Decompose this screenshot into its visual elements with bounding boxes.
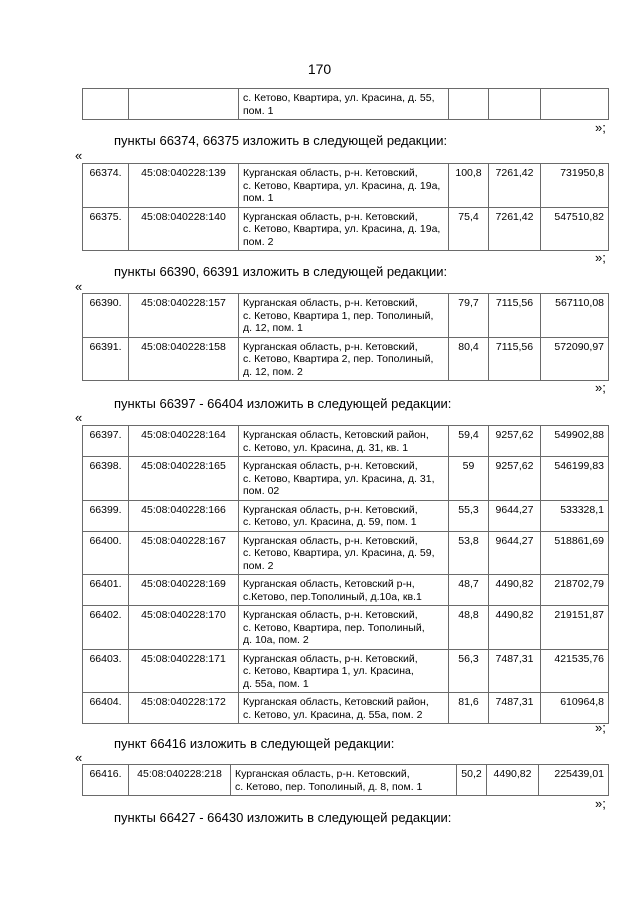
address-cell [239,606,449,650]
address-line: с. Кетово, Квартира 1, ул. Красина, [243,665,414,677]
row-number: 66398. [83,457,129,501]
area-value: 59,4 [449,426,489,457]
closing-quote: »; [595,720,606,735]
cadastral-number [129,89,239,120]
address-line: д. 12, пом. 2 [243,365,303,378]
address-cell [239,89,449,120]
table-row [83,294,609,338]
address-cell [239,649,449,693]
cadastral-number: 45:08:040228:171 [129,649,239,693]
address-cell [239,207,449,251]
area-value: 56,3 [449,649,489,693]
area-value: 48,7 [449,575,489,606]
section-heading: пункты 66397 - 66404 изложить в следующей редакции: [114,396,452,411]
cadastral-value: 218702,79 [541,575,609,606]
registry-table [82,425,609,724]
cadastral-number: 45:08:040228:139 [129,164,239,208]
page-number: 170 [307,61,332,77]
address-line: Курганская область, Кетовский район, [243,429,429,441]
address-line: д. 55а, пом. 1 [243,677,309,690]
row-number: 66401. [83,575,129,606]
table-row [83,337,609,381]
row-number: 66390. [83,294,129,338]
cadastral-number: 45:08:040228:165 [129,457,239,501]
address-cell [239,531,449,575]
area-value: 80,4 [449,337,489,381]
address-line: пом. 2 [243,235,274,248]
area-value: 53,8 [449,531,489,575]
opening-quote: « [75,410,83,425]
section-heading: пункт 66416 изложить в следующей редакции: [114,736,395,751]
table-row [83,207,609,251]
table-row [83,89,609,120]
cadastral-price: 9257,62 [489,426,541,457]
cadastral-price: 7261,42 [489,207,541,251]
address-cell [239,337,449,381]
row-number [83,89,129,120]
address-line: Курганская область, р-н. Кетовский, [243,652,418,665]
address-line: с. Кетово, пер. Тополиный, д. 8, пом. 1 [235,780,423,793]
address-line: Курганская область, р-н. Кетовский, [243,210,418,223]
row-number: 66416. [83,765,129,796]
table-row [83,606,609,650]
address-line: с. Кетово, Квартира 2, пер. Тополиный, [243,353,434,365]
row-number: 66375. [83,207,129,251]
row-number: 66404. [83,693,129,724]
cadastral-value: 549902,88 [541,426,609,457]
cadastral-number: 45:08:040228:164 [129,426,239,457]
cadastral-number: 45:08:040228:167 [129,531,239,575]
cadastral-number: 45:08:040228:157 [129,294,239,338]
opening-quote: « [75,750,83,765]
area-value: 55,3 [449,500,489,531]
cadastral-price: 7261,42 [489,164,541,208]
cadastral-price: 4490,82 [489,575,541,606]
section-heading: пункты 66427 - 66430 изложить в следующей редакции: [114,810,452,825]
address-line: Курганская область, Кетовский район, [243,696,429,708]
cadastral-number: 45:08:040228:169 [129,575,239,606]
cadastral-number: 45:08:040228:172 [129,693,239,724]
closing-quote: »; [595,380,606,395]
address-line: пом. 2 [243,559,274,572]
address-line: пом. 02 [243,485,280,497]
table-row [83,531,609,575]
closing-quote: »; [595,796,606,811]
address-line: Курганская область, р-н. Кетовский, [243,460,418,472]
cadastral-number: 45:08:040228:166 [129,500,239,531]
address-cell [239,693,449,724]
cadastral-value: 731950,8 [541,164,609,208]
table-row [83,500,609,531]
opening-quote: « [75,279,83,294]
table-row [83,457,609,501]
row-number: 66400. [83,531,129,575]
address-line: Курганская область, Кетовский р-н, [243,578,415,590]
section-heading: пункты 66390, 66391 изложить в следующей редакции: [114,264,448,279]
opening-quote: « [75,148,83,163]
address-line: с. Кетово, ул. Красина, д. 31, кв. 1 [243,441,409,454]
area-value [449,89,489,120]
table-row [83,765,609,796]
address-line: Курганская область, р-н. Кетовский, [243,503,418,516]
area-value: 100,8 [449,164,489,208]
cadastral-value: 572090,97 [541,337,609,381]
table-row [83,426,609,457]
section-heading: пункты 66374, 66375 изложить в следующей редакции: [114,133,448,148]
cadastral-value: 421535,76 [541,649,609,693]
cadastral-value: 547510,82 [541,207,609,251]
address-line: Курганская область, р-н. Кетовский, [243,534,418,547]
table-row [83,575,609,606]
address-line: с. Кетово, Квартира, ул. Красина, д. 19а, [243,223,441,235]
area-value: 79,7 [449,294,489,338]
address-line: Курганская область, р-н. Кетовский, [243,340,418,353]
registry-table-continuation [82,88,609,120]
cadastral-value: 546199,83 [541,457,609,501]
area-value: 81,6 [449,693,489,724]
cadastral-value: 567110,08 [541,294,609,338]
closing-quote: »; [595,250,606,265]
cadastral-value [541,89,609,120]
cadastral-price: 9257,62 [489,457,541,501]
address-line: д. 12, пом. 1 [243,322,303,334]
row-number: 66402. [83,606,129,650]
address-line: с. Кетово, ул. Красина, д. 55а, пом. 2 [243,708,423,721]
table-row [83,649,609,693]
registry-table [82,163,609,251]
address-cell [239,426,449,457]
address-line: Курганская область, р-н. Кетовский, [243,297,418,309]
cadastral-price: 4490,82 [487,765,539,796]
cadastral-value: 219151,87 [541,606,609,650]
cadastral-price: 9644,27 [489,500,541,531]
address-line: с.Кетово, пер.Тополиный, д.10а, кв.1 [243,590,422,603]
address-cell [239,457,449,501]
table-row [83,164,609,208]
cadastral-value: 610964,8 [541,693,609,724]
registry-table [82,764,609,796]
cadastral-value: 225439,01 [539,765,609,796]
address-line: Курганская область, р-н. Кетовский, [243,167,418,179]
address-line: с. Кетово, Квартира, ул. Красина, д. 31, [243,472,435,485]
registry-table [82,293,609,381]
address-line: д. 10а, пом. 2 [243,634,309,646]
address-cell [239,575,449,606]
address-line: с. Кетово, Квартира, ул. Красина, д. 19а, [243,179,441,192]
cadastral-price: 9644,27 [489,531,541,575]
table-row [83,693,609,724]
area-value: 59 [449,457,489,501]
cadastral-price: 4490,82 [489,606,541,650]
cadastral-number: 45:08:040228:158 [129,337,239,381]
address-line: с. Кетово, Квартира, ул. Красина, д. 55, [243,92,435,104]
cadastral-price: 7487,31 [489,649,541,693]
area-value: 48,8 [449,606,489,650]
address-cell [239,294,449,338]
cadastral-price: 7115,56 [489,294,541,338]
cadastral-price: 7115,56 [489,337,541,381]
closing-quote: »; [595,120,606,135]
address-line: с. Кетово, ул. Красина, д. 59, пом. 1 [243,516,417,528]
row-number: 66391. [83,337,129,381]
cadastral-value: 533328,1 [541,500,609,531]
address-line: с. Кетово, Квартира 1, пер. Тополиный, [243,309,434,322]
cadastral-price [489,89,541,120]
row-number: 66403. [83,649,129,693]
address-cell [231,765,457,796]
row-number: 66374. [83,164,129,208]
address-line: с. Кетово, Квартира, пер. Тополиный, [243,621,425,634]
address-line: Курганская область, р-н. Кетовский, [235,768,410,780]
area-value: 50,2 [457,765,487,796]
cadastral-value: 518861,69 [541,531,609,575]
area-value: 75,4 [449,207,489,251]
cadastral-number: 45:08:040228:140 [129,207,239,251]
row-number: 66399. [83,500,129,531]
address-line: пом. 1 [243,104,274,117]
address-line: Курганская область, р-н. Кетовский, [243,609,418,621]
cadastral-number: 45:08:040228:170 [129,606,239,650]
address-line: с. Кетово, Квартира, ул. Красина, д. 59, [243,547,435,559]
cadastral-number: 45:08:040228:218 [129,765,231,796]
address-cell [239,164,449,208]
cadastral-price: 7487,31 [489,693,541,724]
address-cell [239,500,449,531]
row-number: 66397. [83,426,129,457]
address-line: пом. 1 [243,192,274,204]
